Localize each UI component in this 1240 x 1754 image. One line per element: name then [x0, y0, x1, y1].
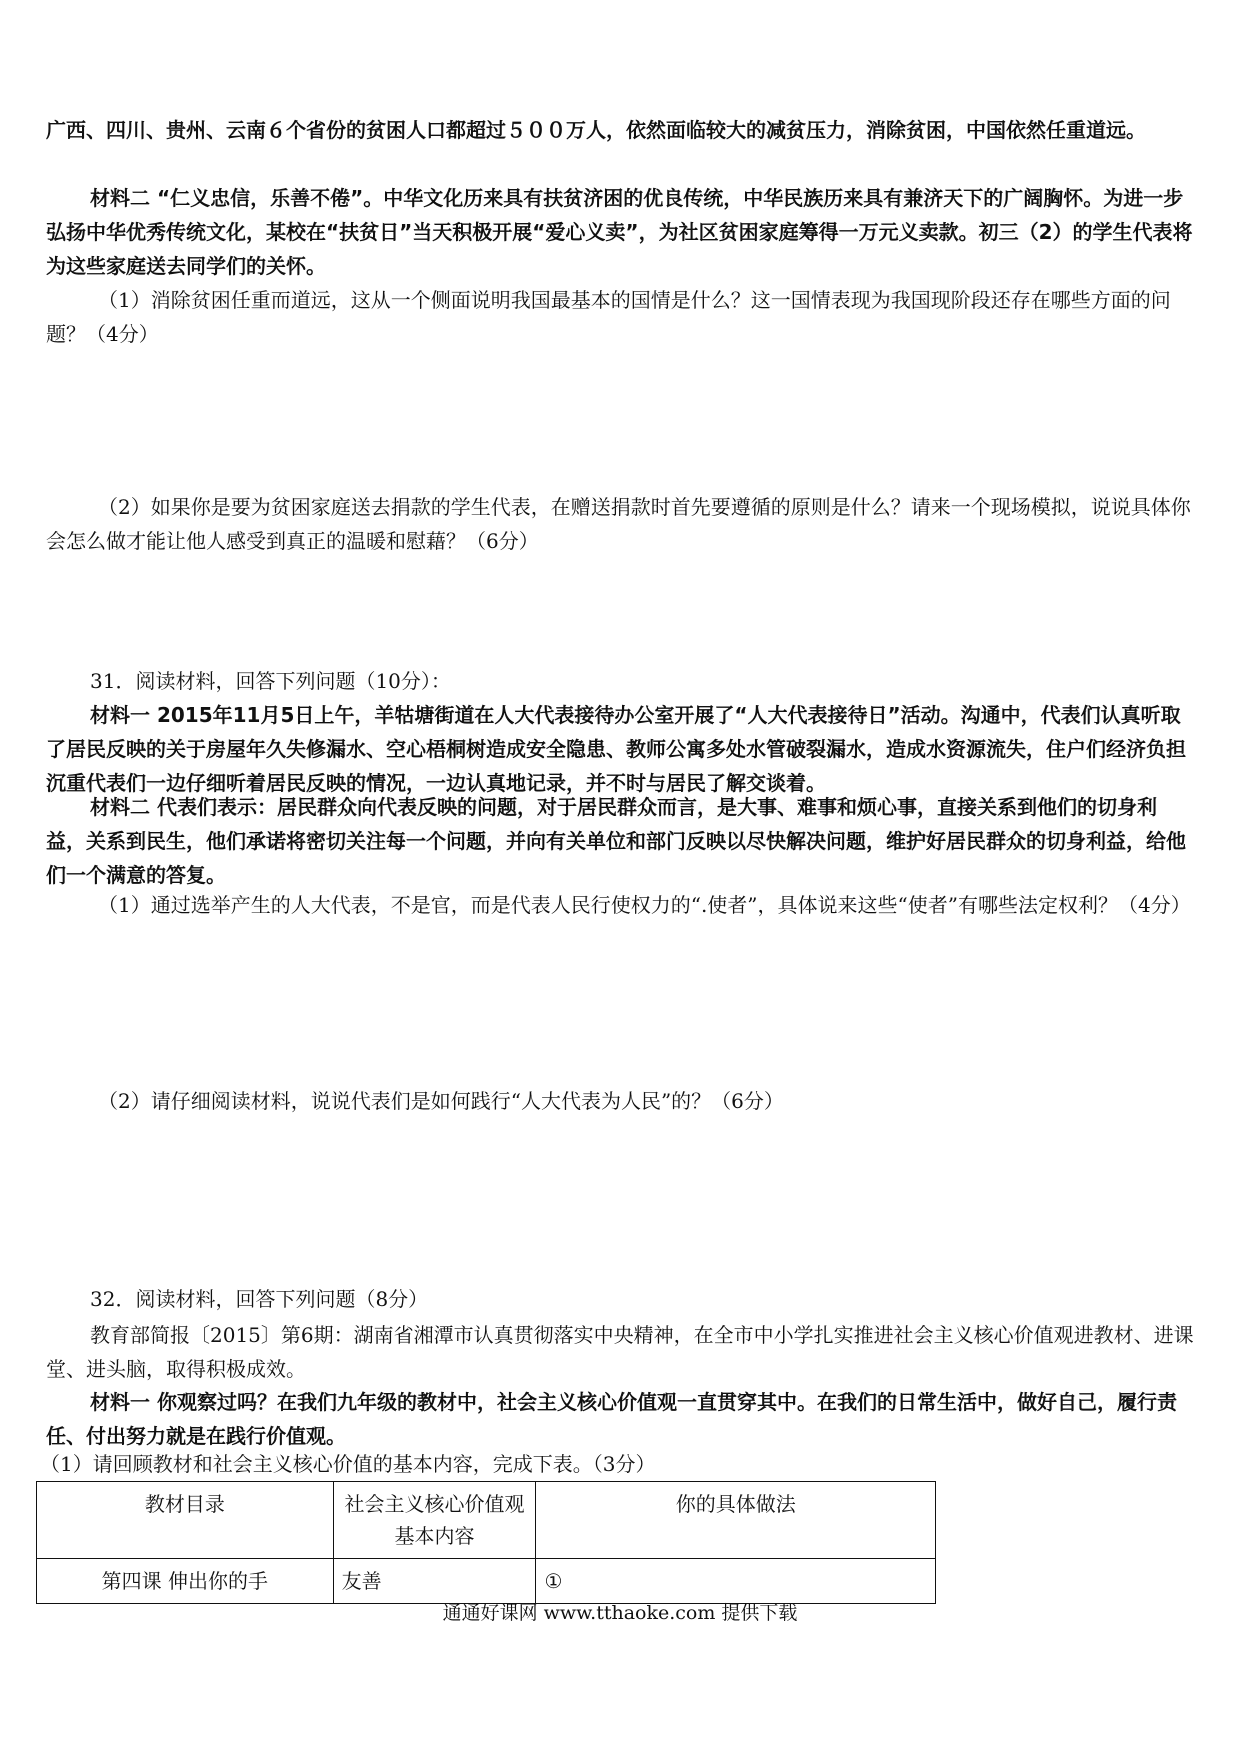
- q31-sub2: （2）请仔细阅读材料，说说代表们是如何践行“人大代表为人民”的？（6分）: [98, 1089, 784, 1113]
- q31-material1: 材料一 2015年11月5日上午，羊牯塘街道在人大代表接待办公室开展了“人大代表接待日”活动。沟通中，代表们认真听取了居民反映的关于房屋年久失修漏水、空心梧桐树造成安全隐患、教师公寓多处水管破裂漏水，造成水资源流失，住户们经济负担沉重代表们一边仔细听着居民反映的情况，一边认真地记录，并不时与居民了解交谈着。: [46, 703, 1186, 795]
- table-header-cell: 你的具体做法: [536, 1482, 936, 1559]
- table-header-cell: 社会主义核心价值观基本内容: [333, 1482, 536, 1559]
- q32-heading: 32．阅读材料，回答下列问题（8分）: [90, 1287, 429, 1311]
- table-header-row: [37, 1482, 936, 1559]
- answer-blank-cell[interactable]: ①: [536, 1559, 936, 1604]
- q32-sub1: （1）请回顾教材和社会主义核心价值的基本内容，完成下表。（3分）: [40, 1452, 656, 1476]
- q30-sub1: （1）消除贫困任重而道远，这从一个侧面说明我国最基本的国情是什么？这一国情表现为我国现阶段还存在哪些方面的问题？（4分）: [46, 288, 1171, 346]
- q32-intro: 教育部简报〔2015〕第6期：湖南省湘潭市认真贯彻落实中央精神，在全市中小学扎实推进社会主义核心价值观进教材、进课堂、进头脑，取得积极成效。: [46, 1323, 1194, 1381]
- top-paragraph: 广西、四川、贵州、云南６个省份的贫困人口都超过５００万人，依然面临较大的减贫压力，消除贫困，中国依然任重道远。: [46, 118, 1146, 142]
- q31-heading: 31．阅读材料，回答下列问题（10分）：: [90, 669, 451, 693]
- q30-sub2: （2）如果你是要为贫困家庭送去捐款的学生代表，在赠送捐款时首先要遵循的原则是什么？请来一个现场模拟，说说具体你会怎么做才能让他人感受到真正的温暖和慰藉？（6分）: [46, 495, 1191, 553]
- table-cell: 第四课 伸出你的手: [37, 1559, 334, 1604]
- q32-material1: 材料一 你观察过吗？在我们九年级的教材中，社会主义核心价值观一直贯穿其中。在我们的日常生活中，做好自己，履行责任、付出努力就是在践行价值观。: [46, 1390, 1177, 1448]
- table-row: [37, 1559, 936, 1604]
- table-cell: 友善: [333, 1559, 536, 1604]
- q31-material2: 材料二 代表们表示：居民群众向代表反映的问题，对于居民群众而言，是大事、难事和烦心事，直接关系到他们的切身利益，关系到民生，他们承诺将密切关注每一个问题，并向有关单位和部门反映以尽快解决问题，维护好居民群众的切身利益，给他们一个满意的答复。: [46, 795, 1186, 887]
- page-footer: 通通好课网 www.tthaoke.com 提供下载: [442, 1602, 798, 1624]
- q31-sub1: （1）通过选举产生的人大代表，不是官，而是代表人民行使权力的“.使者”，具体说来这些“使者”有哪些法定权利？（4分）: [98, 893, 1191, 917]
- answer-table: [36, 1481, 936, 1604]
- table-header-cell: 教材目录: [37, 1482, 334, 1559]
- q30-material2: 材料二 “仁义忠信，乐善不倦”。中华文化历来具有扶贫济困的优良传统，中华民族历来具有兼济天下的广阔胸怀。为进一步弘扬中华优秀传统文化，某校在“扶贫日”当天积极开展“爱心义卖”，为社区贫困家庭筹得一万元义卖款。初三（2）的学生代表将为这些家庭送去同学们的关怀。: [46, 186, 1193, 278]
